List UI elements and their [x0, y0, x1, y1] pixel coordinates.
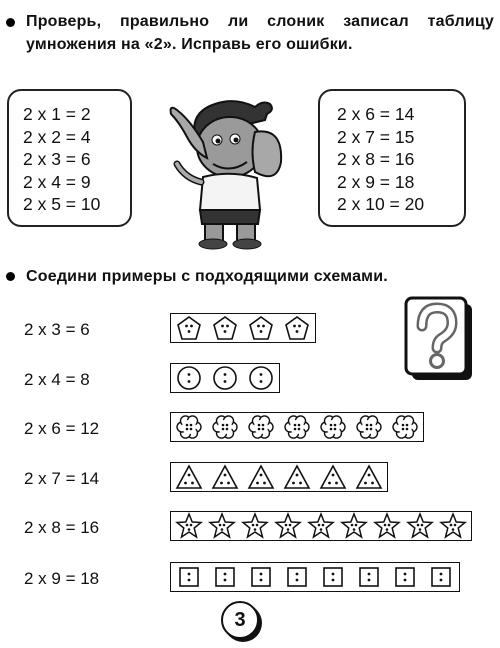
- square-icon: [391, 563, 419, 591]
- table-line: 2 x 9 = 18: [337, 171, 415, 192]
- pentagon-icon: [211, 314, 239, 342]
- square-icon: [211, 563, 239, 591]
- triangle-icon: [247, 463, 275, 491]
- example-equation: 2 x 4 = 8: [24, 370, 90, 389]
- circle-icon: [247, 364, 275, 392]
- star-icon: [373, 512, 401, 540]
- star-icon: [340, 512, 368, 540]
- square-icon: [175, 563, 203, 591]
- triangle-icon: [175, 463, 203, 491]
- pentagon-icon: [247, 314, 275, 342]
- triangle-icon: [283, 463, 311, 491]
- task-2: [6, 265, 494, 288]
- star-icon: [208, 512, 236, 540]
- star-icon: [406, 512, 434, 540]
- table-box-left: [7, 89, 132, 227]
- example-row: [0, 562, 500, 598]
- star-icon: [307, 512, 335, 540]
- example-row: [0, 412, 500, 448]
- example-row: [0, 511, 500, 547]
- star-icon: [274, 512, 302, 540]
- square-icon: [355, 563, 383, 591]
- star-icon: [439, 512, 467, 540]
- table-line: 2 x 8 = 16: [337, 149, 415, 169]
- triangle-icon: [319, 463, 347, 491]
- square-icon: [283, 563, 311, 591]
- table-line: 2 x 6 = 14: [337, 104, 415, 124]
- task-1-text: Проверь, правильно ли слоник записал таблицу умножения на «2». Исправь его ошибки.: [26, 13, 494, 53]
- table-line: 2 x 2 = 4: [23, 126, 91, 147]
- example-equation: 2 x 8 = 16: [24, 518, 100, 537]
- table-line: 2 x 4 = 9: [23, 171, 91, 192]
- table-box-right: [318, 89, 466, 227]
- example-row: [0, 363, 500, 399]
- scheme-strip[interactable]: [170, 363, 280, 393]
- flower-icon: [283, 413, 311, 441]
- scheme-strip[interactable]: [170, 462, 388, 492]
- task-2-text: Соедини примеры с подходящими схемами.: [26, 268, 388, 285]
- scheme-strip[interactable]: [170, 412, 424, 442]
- scheme-strip[interactable]: [170, 511, 472, 541]
- flower-icon: [247, 413, 275, 441]
- flower-icon: [211, 413, 239, 441]
- elephant-icon: [155, 92, 300, 252]
- square-icon: [247, 563, 275, 591]
- example-equation: 2 x 7 = 14: [24, 469, 100, 488]
- example-equation: 2 x 3 = 6: [24, 320, 90, 339]
- pentagon-icon: [175, 314, 203, 342]
- triangle-icon: [355, 463, 383, 491]
- square-icon: [319, 563, 347, 591]
- pentagon-icon: [283, 314, 311, 342]
- circle-icon: [175, 364, 203, 392]
- table-line: 2 x 3 = 6: [23, 149, 91, 169]
- flower-icon: [319, 413, 347, 441]
- bullet-icon: [6, 272, 15, 281]
- flower-icon: [391, 413, 419, 441]
- example-equation: 2 x 6 = 12: [24, 419, 100, 438]
- bullet-icon: [6, 18, 15, 27]
- star-icon: [241, 512, 269, 540]
- page-number: 3: [221, 601, 259, 639]
- circle-icon: [211, 364, 239, 392]
- example-equation: 2 x 9 = 18: [24, 569, 100, 588]
- table-line: 2 x 7 = 15: [337, 126, 415, 147]
- scheme-strip[interactable]: [170, 313, 316, 343]
- table-line: 2 x 5 = 10: [23, 194, 101, 214]
- square-icon: [427, 563, 455, 591]
- flower-icon: [175, 413, 203, 441]
- example-row: [0, 462, 500, 498]
- table-line: 2 x 1 = 2: [23, 104, 91, 124]
- scheme-strip[interactable]: [170, 562, 460, 592]
- table-line: 2 x 10 = 20: [337, 194, 425, 214]
- triangle-icon: [211, 463, 239, 491]
- task-1: [6, 10, 494, 56]
- flower-icon: [355, 413, 383, 441]
- example-row: [0, 313, 500, 349]
- star-icon: [175, 512, 203, 540]
